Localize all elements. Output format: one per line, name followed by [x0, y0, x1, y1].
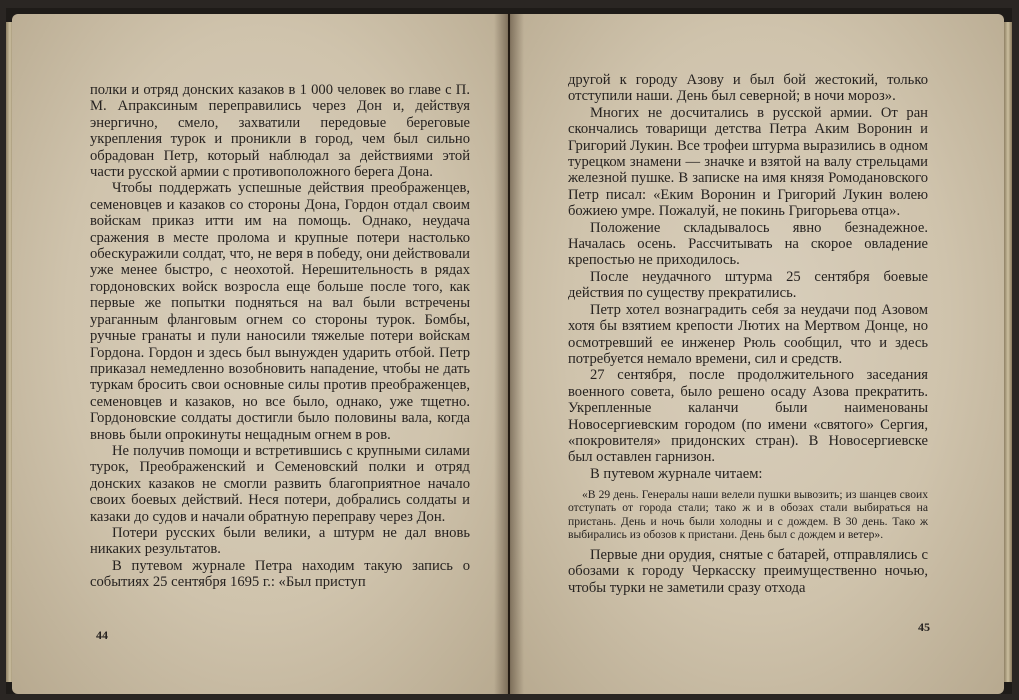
right-paragraph-2: Многих не досчитались в русской армии. От ран скончались товарищи детства Петра Аким Воронин и Григорий Лукин. Все трофеи штурма выразились в одном турецком знамени — значке и взятой на валу стрельцами железной пушке. В записке на имя князя Ромодановского Петр писал: «Еким Воронин и Григорий Лукин волею божиею умре. Пожалуй, не покинь Григорьева отца».: [568, 104, 928, 220]
left-paragraph-1: полки и отряд донских казаков в 1 000 человек во главе с П. М. Апраксиным переправились через Дон и, действуя энергично, смело, захватили передовые береговые укрепления турок и проникли в город, чем был сильно обрадован Петр, который наблюдал за действиями этой части русской армии с противоположного берега Дона.: [90, 82, 470, 181]
book-gutter: [494, 14, 524, 694]
left-page-number: 44: [96, 628, 108, 642]
right-paragraph-4: После неудачного штурма 25 сентября боевые действия по существу прекратились.: [568, 268, 928, 302]
right-paragraph-7: В путевом журнале читаем:: [590, 465, 763, 482]
right-paragraph-5: Петр хотел вознаградить себя за неудачи под Азовом хотя бы взятием крепости Лютих на Мертвом Донце, но осмотревший ее инженер Рюль сообщил, что и здесь потребуется немало времени, сил и средств.: [568, 301, 928, 367]
journal-quote: «В 29 день. Генералы наши велели пушки вывозить; из шанцев своих отступать от города стали; тако ж и в обозах стали выбираться на пристань. День и ночь были холодны и с дождем. В 30 день. Тако ж выбирались из обозов к пристани. День был с дождем и ветер».: [568, 488, 928, 541]
right-page-number: 45: [918, 620, 930, 634]
left-page-text: [90, 82, 470, 591]
left-paragraph-5: В путевом журнале Петра находим такую запись о событиях 25 сентября 1695 г.: «Был приступ: [90, 557, 470, 591]
book-right-edge: [1004, 22, 1012, 682]
right-paragraph-1: другой к городу Азову и был бой жестокий, только отступили наши. День был северной; в ночи мороз».: [568, 72, 928, 105]
right-paragraph-8: Первые дни орудия, снятые с батарей, отправлялись с обозами к городу Черкасску преимущественно ночью, чтобы турки не заметили сразу отхода: [568, 546, 928, 596]
open-book: [6, 8, 1012, 694]
left-paragraph-2: Чтобы поддержать успешные действия преображенцев, семеновцев и казаков со стороны Дона, Гордон отдал своим войскам приказ итти им на помощь. Однако, неудача сражения в месте пролома и крупные потери настолько обескуражили солдат, что, не веря в победу, они действовали уже менее быстро, с неохотой. Нерешительность в рядах гордоновских войск возросла еще больше после того, как первые же попытки подняться на вал были встречены ураганным фланговым огнем со стороны турок. Бомбы, ручные гранаты и пули наносили тяжелые потери войскам Гордона. Гордон и здесь был вынужден ударить отбой. Петр приказал немедленно возобновить нападение, чтобы не дать туркам бросить свои основные силы против преображенцев, семеновцев и казаков, но все было, однако, уже тщетно. Гордоновские солдаты достигли было половины вала, когда вновь были опрокинуты нещадным огнем в ров.: [90, 180, 470, 443]
left-paragraph-4: Потери русских были велики, а штурм не дал вновь никаких результатов.: [90, 524, 470, 558]
left-paragraph-3: Не получив помощи и встретившись с крупными силами турок, Преображенский и Семеновский полки и отряд донских казаков не смогли развить благоприятное начало своих боевых действий. Неся потери, добрались солдаты и казаки до судов и начали обратную переправу через Дон.: [90, 442, 470, 525]
right-paragraph-6: 27 сентября, после продолжительного заседания военного совета, было решено осаду Азова прекратить. Укрепленные каланчи были наименованы Новосергиевским городом (по имени «святого» Сергия, «покровителя» придонских стран). В Новосергиевске был оставлен гарнизон.: [568, 367, 928, 466]
right-paragraph-3: Положение складывалось явно безнадежное. Началась осень. Рассчитывать на скорое овладение крепостью не приходилось.: [568, 219, 928, 269]
right-page-text: [568, 72, 928, 596]
right-page: [510, 14, 1004, 694]
left-page: [12, 14, 508, 694]
